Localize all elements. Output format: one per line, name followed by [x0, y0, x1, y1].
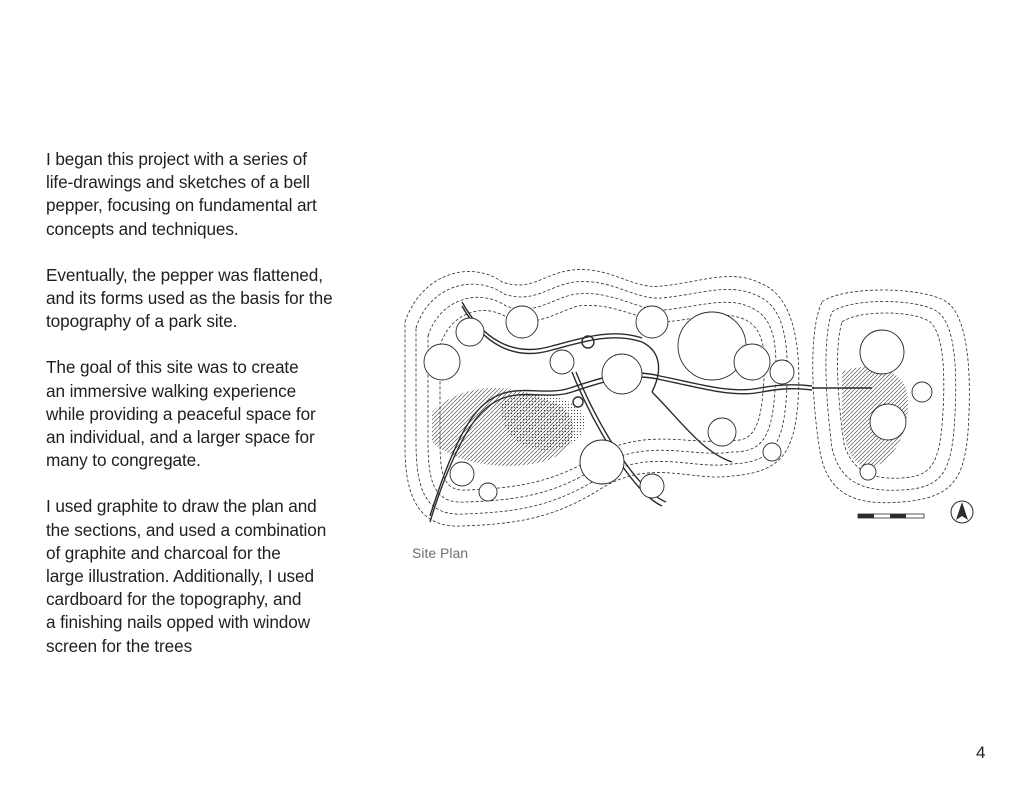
figure-caption: Site Plan	[412, 545, 469, 561]
text-line: a finishing nails opped with window	[46, 612, 311, 633]
text-line: topography of a park site.	[46, 311, 238, 332]
text-line: of graphite and charcoal for the	[46, 542, 281, 563]
scale-bar	[858, 514, 924, 518]
text-line: life-drawings and sketches of a bell	[46, 172, 310, 193]
body-text	[46, 148, 386, 681]
paragraph-goal	[46, 356, 386, 472]
text-line: I began this project with a series of	[46, 149, 307, 169]
text-line: Eventually, the pepper was flattened,	[46, 264, 323, 285]
text-line: many to congregate.	[46, 450, 201, 471]
text-line: pepper, focusing on fundamental art	[46, 195, 317, 216]
text-line: and its forms used as the basis for the	[46, 288, 333, 309]
text-line: the sections, and used a combination	[46, 519, 327, 540]
text-line: I used graphite to draw the plan and	[46, 496, 317, 517]
paragraph-materials	[46, 495, 386, 657]
text-line: concepts and techniques.	[46, 218, 239, 239]
text-line: The goal of this site was to create	[46, 357, 299, 378]
north-arrow-icon	[951, 501, 973, 523]
text-line: screen for the trees	[46, 635, 193, 656]
paragraph-flattening	[46, 264, 386, 334]
paragraph-intro	[46, 148, 386, 241]
text-line: cardboard for the topography, and	[46, 589, 302, 610]
site-plan-drawing	[402, 262, 978, 532]
text-line: an individual, and a larger space for	[46, 427, 315, 448]
text-line: while providing a peaceful space for	[46, 403, 316, 424]
text-line: an immersive walking experience	[46, 380, 297, 401]
page-number: 4	[976, 743, 986, 762]
text-line: large illustration. Additionally, I used	[46, 566, 314, 587]
